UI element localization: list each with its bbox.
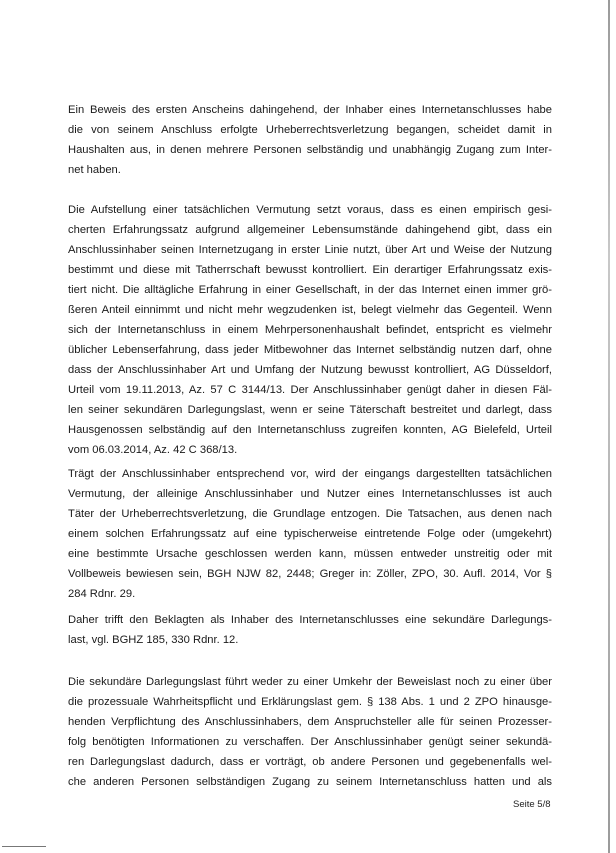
paragraph-2 (68, 200, 552, 460)
paragraph-3 (68, 464, 552, 604)
text-line: ren Darlegungslast dadurch, dass er vorträgt, ob andere Personen und gegebenenfalls wel- (68, 756, 552, 768)
text-line: bestimmt und diese mit Tatherrschaft bewusst kontrolliert. Ein derartiger Erfahrungssatz exis- (68, 264, 552, 276)
text-line: einem solchen Erfahrungssatz auf eine typischerweise eintretende Folge oder (umgekehrt) (68, 528, 552, 540)
text-line: len seiner sekundären Darlegungslast, wenn er seine Täterschaft bestreitet und darlegt, dass (68, 404, 552, 416)
text-line: Anschlussinhaber seinen Internetzugang in erster Linie nutzt, über Art und Weise der Nutzung (68, 244, 552, 256)
text-line: Vermutung, der alleinige Anschlussinhaber und Nutzer eines Internetanschlusses ist auch (68, 488, 552, 500)
scan-bottom-mark (2, 846, 46, 847)
text-line: Die Aufstellung einer tatsächlichen Vermutung setzt voraus, dass es einen empirisch gesi- (68, 204, 552, 216)
text-line: vom 06.03.2014, Az. 42 C 368/13. (68, 444, 238, 456)
text-line: Trägt der Anschlussinhaber entsprechend vor, wird der eingangs dargestellten tatsächlichen (68, 468, 552, 480)
text-line: Ein Beweis des ersten Anscheins dahingehend, der Inhaber eines Internetanschlusses habe (68, 104, 552, 116)
page-number: Seite 5/8 (513, 799, 551, 810)
text-line: 284 Rdnr. 29. (68, 588, 136, 600)
text-line: net haben. (68, 164, 121, 176)
scan-page-edge (608, 0, 610, 853)
text-line: Die sekundäre Darlegungslast führt weder zu einer Umkehr der Beweislast noch zu einer über (68, 676, 552, 688)
text-line: Daher trifft den Beklagten als Inhaber des Internetanschlusses eine sekundäre Darlegungs- (68, 614, 552, 626)
text-line: Haushalten aus, in denen mehrere Personen selbständig und unabhängig Zugang zum Inter- (68, 144, 552, 156)
text-line: Hausgenossen selbständig auf den Internetanschluss zugreifen konnten, AG Bielefeld, Urteil (68, 424, 552, 436)
paragraph-5 (68, 672, 552, 792)
text-line: folg benötigten Informationen zu verschaffen. Der Anschlussinhaber genügt seiner sekundä- (68, 736, 552, 748)
text-line: Vollbeweis bewiesen sein, BGH NJW 82, 2448; Greger in: Zöller, ZPO, 30. Aufl. 2014, Vor § (68, 568, 552, 580)
text-line: last, vgl. BGHZ 185, 330 Rdnr. 12. (68, 634, 239, 646)
text-line: dass der Anschlussinhaber Art und Umfang der Nutzung bewusst kontrolliert, AG Düsseldorf, (68, 364, 552, 376)
text-line: üblicher Lebenserfahrung, dass jeder Mitbewohner das Internet selbständig nutzen darf, ohne (68, 344, 552, 356)
text-line: cherten Erfahrungssatz aufgrund allgemeiner Lebensumstände dahingehend gibt, dass ein (68, 224, 552, 236)
text-line: che anderen Personen selbständigen Zugang zu seinem Internetanschluss hatten und als (68, 776, 552, 788)
paragraph-4 (68, 610, 552, 650)
text-line: die prozessuale Wahrheitspflicht und Erklärungslast gem. § 138 Abs. 1 und 2 ZPO hinausge- (68, 696, 552, 708)
text-line: eine bestimmte Ursache geschlossen werden kann, müssen entweder unstreitig oder mit (68, 548, 552, 560)
text-line: Täter der Urheberrechtsverletzung, die Grundlage entzogen. Die Tatsachen, aus denen nach (68, 508, 552, 520)
paragraph-1 (68, 100, 552, 180)
text-line: tiert nicht. Die alltägliche Erfahrung in einer Gesellschaft, in der das Internet einen immer grö- (68, 284, 552, 296)
text-line: henden Verpflichtung des Anschlussinhabers, dem Anspruchsteller alle für seinen Prozesser- (68, 716, 552, 728)
text-line: die von seinem Anschluss erfolgte Urheberrechtsverletzung begangen, scheidet damit in (68, 124, 552, 136)
text-line: Urteil vom 19.11.2013, Az. 57 C 3144/13. Der Anschlussinhaber genügt daher in diesen Fäl- (68, 384, 552, 396)
text-line: ßeren Anteil einnimmt und nicht mehr wegzudenken ist, belegt vielmehr das Gegenteil. Wenn (68, 304, 552, 316)
text-line: sich der Internetanschluss in einem Mehrpersonenhaushalt befindet, entspricht es vielmehr (68, 324, 552, 336)
